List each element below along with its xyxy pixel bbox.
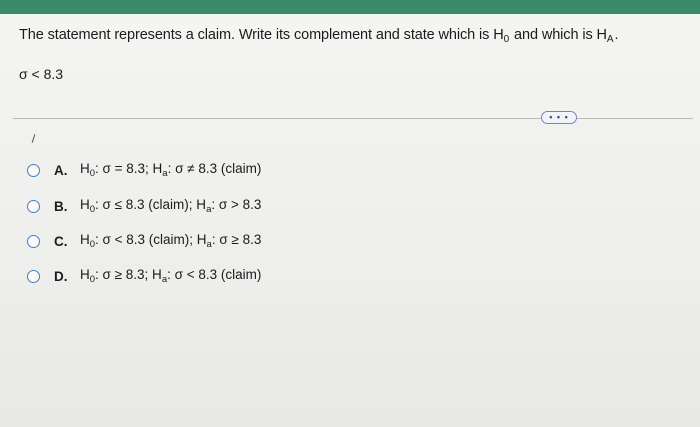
question-text	[19, 27, 618, 45]
answer-option-d[interactable]	[27, 266, 261, 286]
radio-icon[interactable]	[27, 270, 40, 283]
option-h0-subscript: 0	[89, 239, 96, 250]
option-h0-subscript: 0	[89, 204, 96, 215]
option-h0-relation: : σ ≤ 8.3 (claim); H	[95, 197, 207, 212]
radio-icon[interactable]	[27, 164, 40, 177]
option-letter: B.	[54, 198, 68, 214]
option-h0-relation: : σ < 8.3 (claim); H	[95, 232, 207, 247]
option-ha-subscript: a	[162, 168, 168, 179]
answer-option-b[interactable]	[27, 196, 261, 216]
question-text-end: .	[614, 27, 619, 43]
option-ha-subscript: a	[206, 239, 212, 250]
option-letter: D.	[54, 268, 68, 284]
option-text	[80, 161, 261, 179]
h0-subscript: 0	[503, 34, 510, 45]
more-options-button[interactable]: • • •	[541, 111, 577, 124]
option-h0-symbol: H	[80, 232, 90, 247]
option-h0-symbol: H	[80, 161, 90, 176]
radio-icon[interactable]	[27, 200, 40, 213]
option-ha-relation: : σ ≥ 8.3	[211, 232, 262, 247]
option-h0-subscript: 0	[89, 274, 96, 285]
option-text	[80, 267, 261, 285]
question-text-start: The statement represents a claim. Write its complement and state which is H	[19, 27, 504, 43]
answer-option-c[interactable]	[27, 231, 261, 251]
section-divider	[13, 118, 693, 119]
option-h0-relation: : σ = 8.3; H	[95, 161, 163, 176]
option-ha-subscript: a	[161, 274, 168, 285]
option-h0-symbol: H	[80, 197, 90, 212]
option-text	[80, 197, 261, 215]
option-ha-relation: : σ < 8.3 (claim)	[167, 267, 262, 282]
question-text-middle: and which is H	[510, 27, 607, 43]
option-h0-relation: : σ ≥ 8.3; H	[95, 267, 162, 282]
answer-option-a[interactable]	[27, 160, 261, 180]
ha-subscript: A	[606, 34, 614, 45]
option-text	[80, 232, 261, 250]
option-letter: A.	[54, 162, 68, 178]
option-h0-symbol: H	[80, 267, 90, 282]
option-letter: C.	[54, 233, 68, 249]
option-ha-relation: : σ ≠ 8.3 (claim)	[167, 161, 262, 176]
option-ha-subscript: a	[206, 204, 212, 215]
radio-icon[interactable]	[27, 235, 40, 248]
option-ha-relation: : σ > 8.3	[211, 197, 262, 212]
question-panel	[0, 14, 700, 427]
claim-statement: σ < 8.3	[19, 66, 64, 82]
option-h0-subscript: 0	[89, 168, 96, 179]
top-header-strip	[0, 0, 700, 14]
